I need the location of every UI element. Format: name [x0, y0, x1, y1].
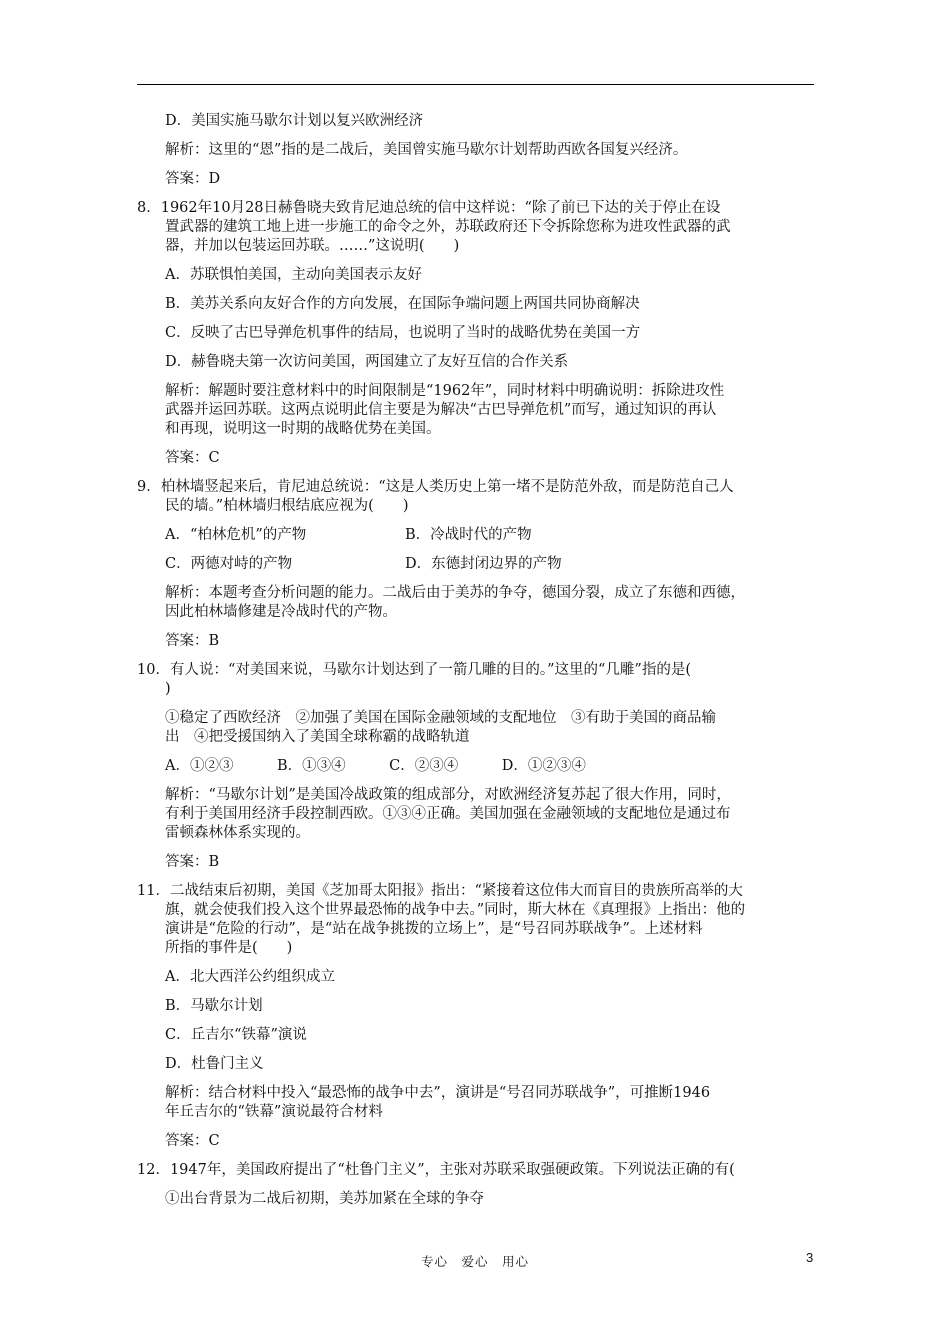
analysis-line: 解析：解题时要注意材料中的时间限制是“1962年”，同时材料中明确说明：拆除进攻性 — [165, 383, 725, 399]
question-text: 演讲是“危险的行动”，是“站在战争挑拨的立场上”，是“号召同苏联战争”。上述材料 — [165, 921, 703, 937]
analysis-line: 解析：本题考查分析问题的能力。二战后由于美苏的争夺，德国分裂，成立了东德和西德， — [165, 585, 745, 601]
analysis-line: 解析：这里的“恩”指的是二战后，美国曾实施马歇尔计划帮助西欧各国复兴经济。 — [165, 142, 688, 158]
answer-line: 答案：B — [165, 854, 220, 870]
question-text: 10．有人说：“对美国来说，马歇尔计划达到了一箭几雕的目的。”这里的“几雕”指的是( — [137, 662, 692, 678]
option-a: A．“柏林危机”的产物 — [165, 527, 307, 543]
option-row — [137, 555, 814, 574]
analysis-line: 有利于美国用经济手段控制西欧。①③④正确。美国加强在金融领域的支配地位是通过布 — [165, 806, 731, 822]
option-d: D．赫鲁晓夫第一次访问美国，两国建立了友好互信的合作关系 — [165, 354, 569, 370]
analysis-line: 武器并运回苏联。这两点说明此信主要是为解决“古巴导弹危机”而写，通过知识的再认 — [165, 402, 717, 418]
question-text: 所指的事件是( ) — [165, 940, 293, 956]
option-d: D．东德封闭边界的产物 — [405, 556, 562, 572]
question-text: 器，并加以包装运回苏联。……”这说明( ) — [165, 238, 460, 254]
statements: 出 ④把受援国纳入了美国全球称霸的战略轨道 — [165, 729, 470, 745]
question-text: 11．二战结束后初期，美国《芝加哥太阳报》指出：“紧接着这位伟大而盲目的贵族所高举的大 — [137, 883, 743, 899]
question-11 — [137, 882, 814, 1151]
question-8 — [137, 199, 814, 468]
option-a: A．北大西洋公约组织成立 — [165, 969, 335, 985]
analysis-line: 和再现，说明这一时期的战略优势在美国。 — [165, 421, 441, 437]
question-12 — [137, 1161, 814, 1209]
option-a: A．苏联惧怕美国，主动向美国表示友好 — [165, 267, 422, 283]
option-c: C．丘吉尔“铁幕”演说 — [165, 1027, 307, 1043]
option-row: A．①②③ B．①③④ C．②③④ D．①②③④ — [165, 758, 586, 774]
answer-line: 答案：C — [165, 1133, 220, 1149]
statements: ①出台背景为二战后初期，美苏加紧在全球的争夺 — [165, 1191, 484, 1207]
question-text: 民的墙。”柏林墙归根结底应视为( ) — [165, 498, 409, 514]
question-text: ) — [165, 681, 171, 697]
option-b: B．马歇尔计划 — [165, 998, 263, 1014]
analysis-line: 年丘吉尔的“铁幕”演说最符合材料 — [165, 1104, 383, 1120]
page-number: 3 — [806, 1250, 814, 1265]
footer-motto: 专心 爱心 用心 — [420, 1254, 529, 1269]
document-body — [137, 112, 814, 1209]
answer-line: 答案：C — [165, 450, 220, 466]
option-c: C．反映了古巴导弹危机事件的结局，也说明了当时的战略优势在美国一方 — [165, 325, 641, 341]
option-d: D．美国实施马歇尔计划以复兴欧洲经济 — [165, 113, 424, 129]
analysis-line: 解析：结合材料中投入“最恐怖的战争中去”，演讲是“号召同苏联战争”，可推断1946 — [165, 1085, 711, 1101]
analysis-line: 解析：“马歇尔计划”是美国冷战政策的组成部分，对欧洲经济复苏起了很大作用，同时， — [165, 787, 731, 803]
statements: ①稳定了西欧经济 ②加强了美国在国际金融领域的支配地位 ③有助于美国的商品输 — [165, 710, 716, 726]
question-9 — [137, 478, 814, 651]
option-d: D．杜鲁门主义 — [165, 1056, 264, 1072]
option-b: B．美苏关系向友好合作的方向发展，在国际争端问题上两国共同协商解决 — [165, 296, 640, 312]
answer-line: 答案：B — [165, 633, 220, 649]
question-text: 12．1947年，美国政府提出了“杜鲁门主义”，主张对苏联采取强硬政策。下列说法正确的有( — [137, 1162, 735, 1178]
header-rule — [137, 84, 814, 85]
question-text: 旗，就会使我们投入这个世界最恐怖的战争中去。”同时，斯大林在《真理报》上指出：他的 — [165, 902, 746, 918]
question-text: 置武器的建筑工地上进一步施工的命令之外，苏联政府还下令拆除您称为进攻性武器的武 — [165, 219, 731, 235]
question-text: 9．柏林墙竖起来后，肯尼迪总统说：“这是人类历史上第一堵不是防范外敌，而是防范自己人 — [137, 479, 734, 495]
option-c: C．两德对峙的产物 — [165, 556, 293, 572]
analysis-line: 因此柏林墙修建是冷战时代的产物。 — [165, 604, 397, 620]
question-text: 8．1962年10月28日赫鲁晓夫致肯尼迪总统的信中这样说：“除了前已下达的关于停止在设 — [137, 200, 721, 216]
analysis-line: 雷顿森林体系实现的。 — [165, 825, 310, 841]
question-10 — [137, 661, 814, 872]
option-b: B．冷战时代的产物 — [405, 527, 532, 543]
answer-line: 答案：D — [165, 171, 221, 187]
option-row — [137, 526, 814, 545]
